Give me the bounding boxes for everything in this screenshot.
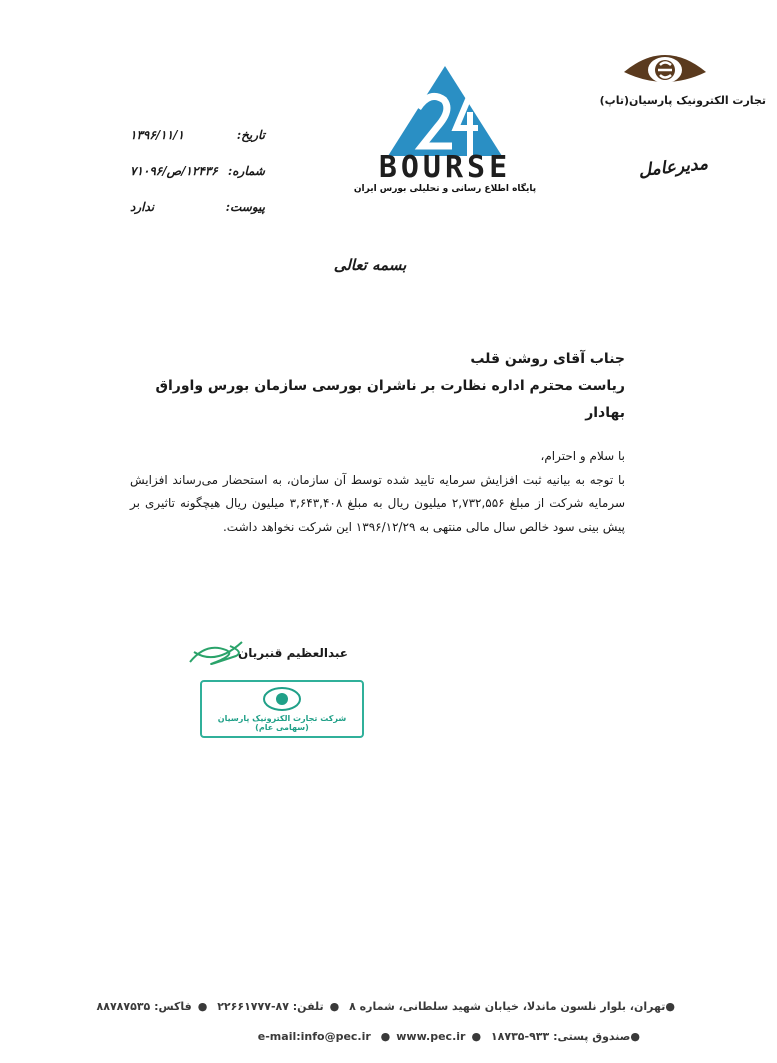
attachment-value: ندارد	[130, 200, 155, 214]
recipient-block	[150, 346, 625, 427]
company-name: تجارت الکترونیک پارسیان(تاپ)	[599, 94, 766, 107]
number-label: شماره:	[227, 164, 265, 178]
footer-online-line	[190, 1030, 640, 1043]
footer-contact-line	[96, 1000, 675, 1013]
position-title: مدیرعامل	[637, 153, 709, 182]
stamp-emblem-icon	[262, 685, 302, 713]
bullet-dot-icon: ●	[630, 1030, 640, 1043]
date-field	[130, 128, 265, 142]
bourse-logo-caption: پایگاه اطلاع رسانی و تحلیلی بورس ایران	[353, 184, 537, 194]
footer-website[interactable]: www.pec.ir	[396, 1030, 466, 1043]
bullet-dot-icon: ●	[197, 1000, 208, 1013]
bullet-dot-icon: ●	[665, 1000, 675, 1013]
body-paragraph: با توجه به بیانیه ثبت افزایش سرمایه تایید شده توسط آن سازمان، به استحضار می‌رساند افزایش سرمایه شرکت از مبلغ ۲,۷۳۲,۵۵۶ میلیون ریال به مبلغ ۳,۶۴۳,۴۰۸ میلیون ریال هیچگونه تاثیری بر پیش بینی سود خالص سال مالی منتهی به ۱۳۹۶/۱۲/۲۹ این شرکت نخواهد داشت.	[130, 472, 625, 534]
footer-email[interactable]: e-mail:info@pec.ir	[257, 1030, 371, 1043]
handwritten-signature-icon	[186, 632, 246, 672]
company-logo-icon	[620, 44, 710, 94]
stamp-text: شرکت تجارت الکترونیک پارسیان (سهامی عام)	[217, 714, 347, 732]
date-label: تاریخ:	[236, 128, 265, 142]
number-value: ۱۲۴۳۶/ص/۷۱۰۹۶	[130, 164, 218, 178]
footer-postal-box: صندوق پستی: ۹۳۳-۱۸۷۳۵	[490, 1030, 631, 1043]
number-field	[130, 164, 265, 178]
attachment-label: پیوست:	[225, 200, 265, 214]
invocation: بسمه تعالی	[333, 256, 407, 274]
greeting: با سلام و احترام،	[540, 449, 625, 463]
signer-name: عبدالعظیم قنبریان	[238, 646, 348, 660]
footer-phone: تلفن: ۸۷-۲۲۶۶۱۷۷۷	[217, 1000, 324, 1013]
recipient-name: جناب آقای روشن قلب	[470, 351, 625, 367]
attachment-field	[130, 200, 265, 214]
company-stamp	[200, 680, 364, 738]
bullet-dot-icon: ●	[471, 1030, 482, 1043]
footer-address: تهران، بلوار نلسون ماندلا، خیابان شهید سلطانی، شماره ۸	[349, 1000, 666, 1013]
letter-body	[130, 445, 625, 539]
bourse-logo-word: BOURSE	[378, 150, 512, 185]
bullet-dot-icon: ●	[329, 1000, 340, 1013]
footer-fax: فاکس: ۸۸۷۸۷۵۳۵	[96, 1000, 192, 1013]
bullet-dot-icon: ●	[380, 1030, 391, 1043]
date-value: ۱۳۹۶/۱۱/۱	[130, 128, 184, 142]
recipient-title: ریاست محترم اداره نظارت بر ناشران بورسی سازمان بورس واوراق بهادار	[155, 378, 625, 421]
